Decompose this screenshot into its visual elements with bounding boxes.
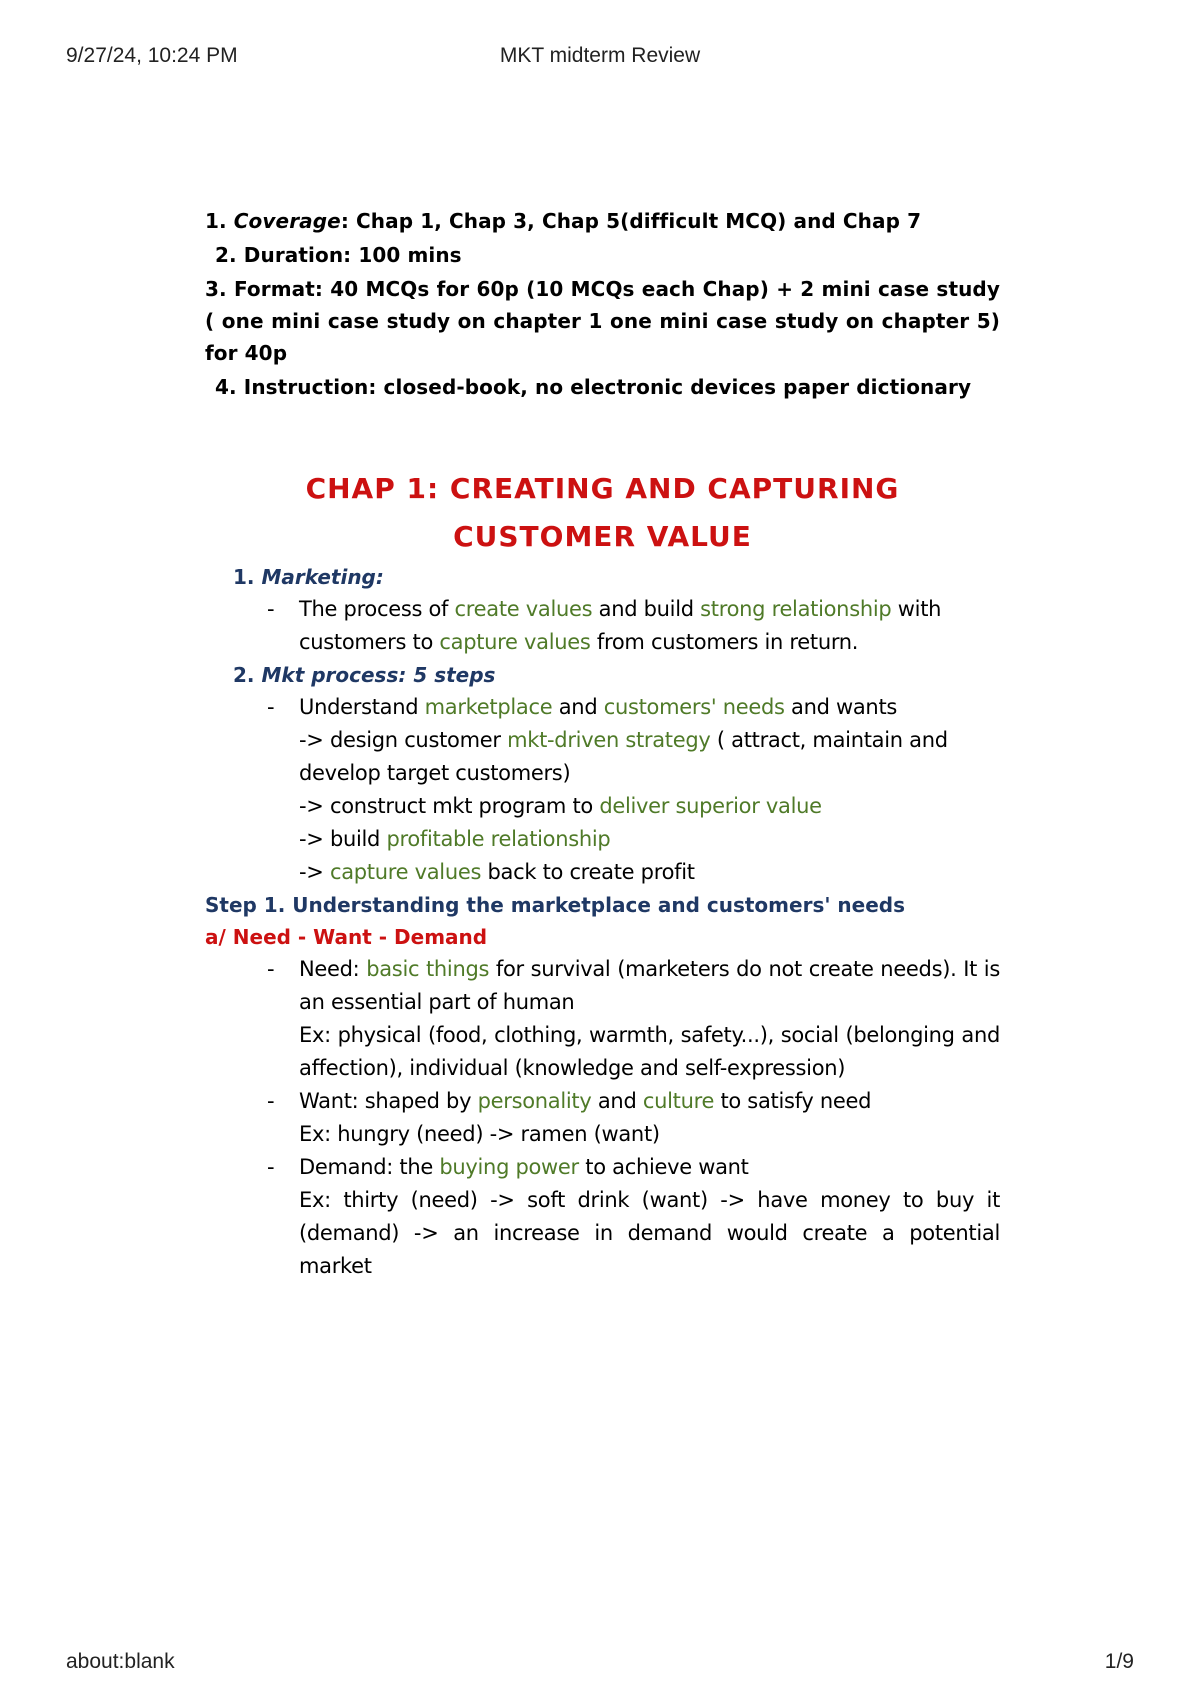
bullet-dash: -: [267, 1089, 275, 1113]
text-run: back to create profit: [481, 860, 695, 884]
chapter-title-line1: CHAP 1: CREATING AND CAPTURING: [305, 472, 900, 505]
need-definition: [299, 953, 1000, 1019]
chapter-title: [205, 465, 1000, 561]
bullet-dash: -: [267, 597, 275, 621]
page-number: 1/9: [1104, 1650, 1134, 1673]
marketing-definition: [267, 593, 1000, 659]
text-run: ( attract, maintain and develop target customers): [299, 728, 948, 785]
want-item: [267, 1085, 1000, 1151]
text-run: Understand: [299, 695, 425, 719]
text-run: and: [591, 1089, 643, 1113]
highlight-term: mkt-driven strategy: [507, 728, 711, 752]
need-want-demand-heading: a/ Need - Want - Demand: [205, 925, 488, 949]
process-heading: [205, 659, 1000, 691]
process-bullets: [205, 691, 1000, 889]
text-run: to achieve want: [578, 1155, 749, 1179]
text-run: and: [552, 695, 604, 719]
bullet-dash: -: [267, 695, 275, 719]
marketing-heading: [205, 561, 1000, 593]
page-content: [205, 205, 1000, 1283]
demand-item: [267, 1151, 1000, 1283]
chapter-title-line2: CUSTOMER VALUE: [453, 520, 752, 553]
process-step-3: [299, 790, 1000, 823]
highlight-term: capture values: [329, 860, 482, 884]
need-want-demand-bullets: [205, 953, 1000, 1283]
highlight-term: marketplace: [424, 695, 553, 719]
text-run: to satisfy need: [714, 1089, 872, 1113]
text-run: for survival (marketers do not create needs). It is an essential part of human: [299, 957, 1000, 1014]
need-example: Ex: physical (food, clothing, warmth, safety...), social (belonging and affection), individual (knowledge and self-expression): [299, 1023, 1000, 1080]
text-run: -> construct mkt program to: [299, 794, 600, 818]
marketing-bullets: [205, 593, 1000, 659]
bullet-dash: -: [267, 1155, 275, 1179]
coverage-number: 1.: [205, 209, 234, 233]
process-step-4: [299, 823, 1000, 856]
highlight-term: profitable relationship: [386, 827, 611, 851]
highlight-term: strong relationship: [700, 597, 892, 621]
coverage-line: [205, 205, 1000, 237]
marketing-heading-number: 1.: [233, 565, 262, 589]
text-run: and wants: [784, 695, 898, 719]
highlight-term: culture: [642, 1089, 715, 1113]
marketing-heading-text: Marketing:: [261, 565, 384, 589]
process-step-5: [299, 856, 1000, 889]
highlight-term: customers' needs: [603, 695, 785, 719]
text-run: ->: [299, 860, 330, 884]
want-definition: [299, 1085, 1000, 1118]
process-step-1: [299, 691, 1000, 724]
process-heading-number: 2.: [233, 663, 262, 687]
coverage-text: : Chap 1, Chap 3, Chap 5(difficult MCQ) and Chap 7: [340, 209, 922, 233]
text-run: -> design customer: [299, 728, 508, 752]
demand-definition: [299, 1151, 1000, 1184]
text-run: from customers in return.: [590, 630, 859, 654]
highlight-term: deliver superior value: [599, 794, 822, 818]
process-step-2: [299, 724, 1000, 790]
demand-example: Ex: thirty (need) -> soft drink (want) -> have money to buy it (demand) -> an increase in demand would create a potential market: [299, 1188, 1000, 1278]
process-heading-text: Mkt process: 5 steps: [261, 663, 496, 687]
highlight-term: create values: [454, 597, 593, 621]
instruction-line: 4. Instruction: closed-book, no electronic devices paper dictionary: [215, 375, 972, 399]
process-steps: [267, 691, 1000, 889]
text-run: -> build: [299, 827, 387, 851]
document-title: MKT midterm Review: [499, 44, 701, 67]
text-run: with customers to: [299, 597, 942, 654]
need-item: [267, 953, 1000, 1085]
bullet-dash: -: [267, 957, 275, 981]
text-run: Demand: the: [299, 1155, 440, 1179]
duration-line: 2. Duration: 100 mins: [215, 243, 462, 267]
format-line: 3. Format: 40 MCQs for 60p (10 MCQs each Chap) + 2 mini case study ( one mini case study on chapter 1 one mini case study on chapter 5) for 40p: [205, 277, 1000, 365]
highlight-term: buying power: [439, 1155, 579, 1179]
step1-heading: Step 1. Understanding the marketplace and customers' needs: [205, 893, 906, 917]
text-run: Need:: [299, 957, 367, 981]
want-example: Ex: hungry (need) -> ramen (want): [299, 1122, 660, 1146]
text-run: Want: shaped by: [299, 1089, 478, 1113]
page-url: about:blank: [66, 1650, 175, 1673]
print-datetime: 9/27/24, 10:24 PM: [66, 44, 238, 67]
text-run: and build: [592, 597, 701, 621]
coverage-key: Coverage: [233, 209, 341, 233]
text-run: The process of: [299, 597, 455, 621]
highlight-term: basic things: [366, 957, 490, 981]
highlight-term: personality: [477, 1089, 592, 1113]
highlight-term: capture values: [439, 630, 591, 654]
